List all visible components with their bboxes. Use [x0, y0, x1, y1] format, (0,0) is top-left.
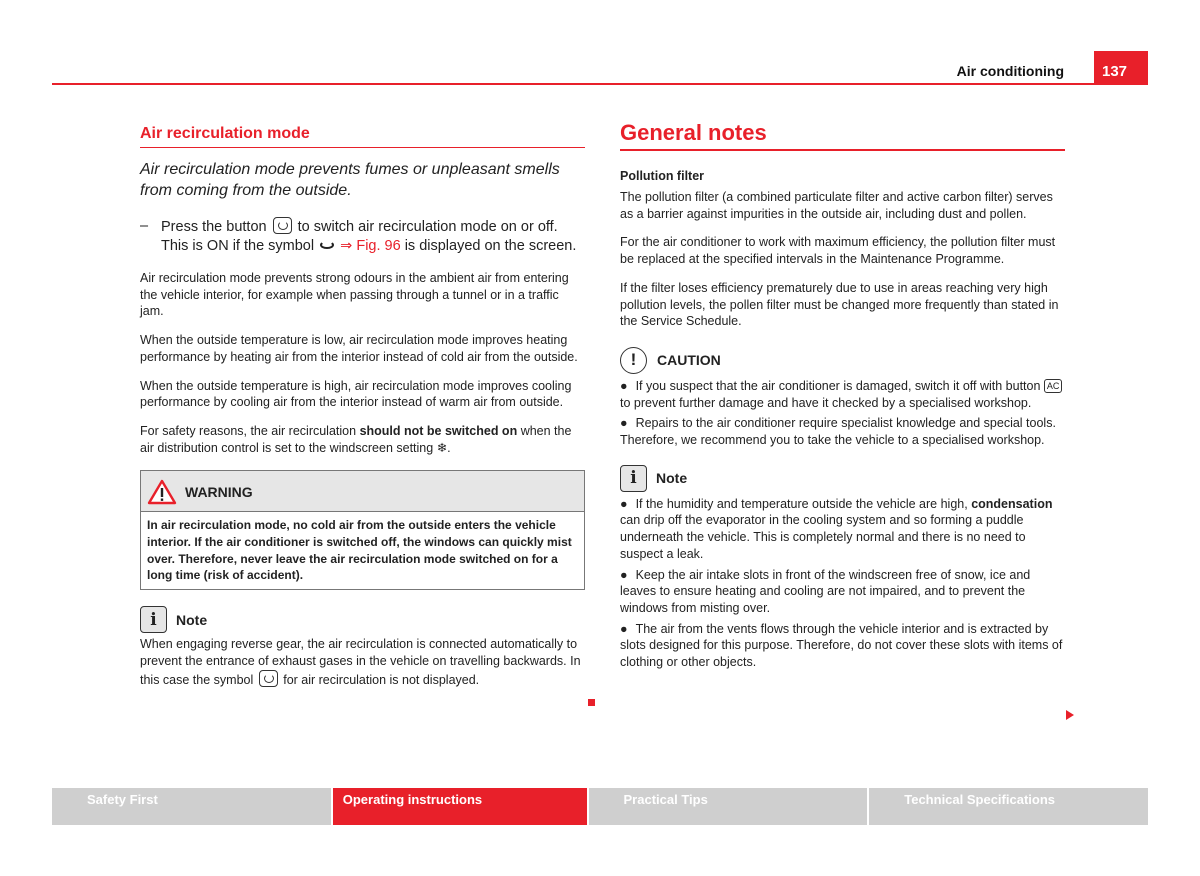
footer-tabs	[52, 788, 1148, 825]
header-rule	[52, 83, 1148, 85]
warning-triangle-icon	[147, 479, 177, 505]
section-heading-recirculation: Air recirculation mode	[140, 125, 585, 148]
continue-arrow-icon	[1066, 710, 1074, 720]
note-bullet-1-text-2: can drip off the evaporator in the cooling system and so forming a puddle underneath the vehicle. This is completely normal and there is no need to suspect a leak.	[620, 513, 1026, 561]
step-text-1: Press the button	[161, 219, 267, 235]
figure-reference-link[interactable]: ⇒ Fig. 96	[340, 238, 401, 254]
note-bullet-1	[620, 496, 1065, 563]
section-heading-general-notes: General notes	[620, 120, 1065, 151]
left-column	[140, 120, 585, 688]
bullet-dot-icon: ●	[620, 567, 628, 582]
safety-text-bold: should not be switched on	[359, 423, 518, 438]
chapter-title: Air conditioning	[956, 63, 1064, 79]
note-title-left: Note	[176, 611, 208, 628]
section-end-marker-icon	[588, 699, 595, 706]
intro-lead: Air recirculation mode prevents fumes or unpleasant smells from coming from the outside.	[140, 161, 560, 199]
paragraph-low-temp: When the outside temperature is low, air recirculation mode improves heating performance by heating air from the interior instead of cold air from the outside.	[140, 333, 578, 364]
tab-practical-tips[interactable]: Practical Tips	[589, 788, 868, 825]
warning-header	[141, 471, 584, 512]
recirculation-button-icon	[273, 217, 292, 234]
note-left-text-2: for air recirculation is not displayed.	[283, 672, 480, 687]
caution-bullet-1-text-2: to prevent further damage and have it checked by a specialised workshop.	[620, 395, 1032, 410]
paragraph-filter-efficiency: If the filter loses efficiency prematurely due to use in areas reaching very high pollution levels, the pollen filter must be changed more frequently than stated in the Service Schedule.	[620, 280, 1059, 329]
info-icon: i	[620, 465, 647, 492]
caution-bullet-2-text: Repairs to the air conditioner require specialist knowledge and special tools. Therefore, we recommend you to take the vehicle to a specialised workshop.	[620, 416, 1056, 448]
note-header-right	[620, 465, 1065, 492]
info-icon: i	[140, 606, 167, 633]
paragraph-odours: Air recirculation mode prevents strong odours in the ambient air from entering the vehicle interior, for example when passing through a tunnel or in a traffic jam.	[140, 271, 569, 319]
note-left-text-1: When engaging reverse gear, the air recirculation is connected automatically to prevent the entrance of exhaust gases in the vehicle on travelling backwards. In this case the symbol	[140, 637, 581, 687]
caution-header	[620, 347, 1065, 374]
note-bullet-1-text-1: If the humidity and temperature outside the vehicle are high,	[635, 496, 968, 511]
tab-safety-first[interactable]: Safety First	[52, 788, 331, 825]
note-bullet-1-bold: condensation	[971, 496, 1053, 511]
warning-box	[140, 470, 585, 590]
paragraph-high-temp: When the outside temperature is high, air recirculation mode improves cooling performance by cooling air from the interior instead of warm air from outside.	[140, 378, 572, 410]
right-column	[620, 120, 1065, 671]
step-text-2: to switch air recirculation mode on or off. This is ON if the symbol	[161, 219, 558, 254]
step-text-3: is displayed on the screen.	[404, 238, 577, 254]
page-number: 137	[1094, 51, 1148, 85]
step-dash: –	[140, 218, 149, 234]
safety-text-2: when the air distribution control is set to the windscreen setting	[140, 423, 572, 455]
caution-title: CAUTION	[657, 352, 721, 369]
note-title-right: Note	[656, 470, 688, 487]
note-bullet-3-text: The air from the vents flows through the vehicle interior and is extracted by slots designed for this purpose. Therefore, do not cover these slots with items of clothing or other objects.	[620, 621, 1063, 670]
note-bullet-2-text: Keep the air intake slots in front of the windscreen free of snow, ice and leaves to ensure heating and cooling are not impaired, and to prevent the windows from misting over.	[620, 567, 1031, 615]
recirculation-button-icon-note	[259, 670, 278, 687]
body-paragraphs	[140, 270, 585, 456]
tab-operating-instructions[interactable]: Operating instructions	[333, 788, 587, 825]
bullet-dot-icon: ●	[620, 378, 628, 393]
ac-button-icon: AC	[1044, 379, 1063, 393]
tab-technical-specifications[interactable]: Technical Specifications	[869, 788, 1148, 825]
paragraph-safety	[140, 423, 585, 456]
bullet-dot-icon: ●	[620, 496, 628, 511]
caution-bullet-1-text-1: If you suspect that the air conditioner is damaged, switch it off with button	[635, 378, 1041, 393]
warning-title: WARNING	[185, 484, 253, 501]
subheading-pollution-filter: Pollution filter	[620, 169, 705, 183]
instruction-step	[140, 217, 585, 256]
note-text-left	[140, 636, 585, 688]
note-bullet-3	[620, 621, 1065, 671]
windscreen-defrost-icon: ❄.	[436, 440, 451, 455]
caution-bullet-2	[620, 415, 1065, 448]
caution-exclamation-icon: !	[620, 347, 647, 374]
bullet-dot-icon: ●	[620, 621, 628, 636]
paragraph-filter-barrier: The pollution filter (a combined particulate filter and active carbon filter) serves as a barrier against impurities in the outside air, including dust and pollen.	[620, 190, 1053, 221]
safety-text-1: For safety reasons, the air recirculation	[140, 423, 357, 438]
recirculation-symbol-icon	[320, 241, 334, 249]
note-bullet-2	[620, 567, 1065, 617]
caution-bullet-1	[620, 378, 1065, 411]
bullet-dot-icon: ●	[620, 416, 628, 431]
paragraph-filter-replace: For the air conditioner to work with maximum efficiency, the pollution filter must be replaced at the specified intervals in the Maintenance Programme.	[620, 235, 1056, 267]
note-header-left	[140, 606, 585, 633]
warning-text: In air recirculation mode, no cold air from the outside enters the vehicle interior. If the air conditioner is switched off, the windows can quickly mist over. Therefore, never leave the air recirculation mode switched on for a long time (risk of accident).	[147, 518, 572, 583]
